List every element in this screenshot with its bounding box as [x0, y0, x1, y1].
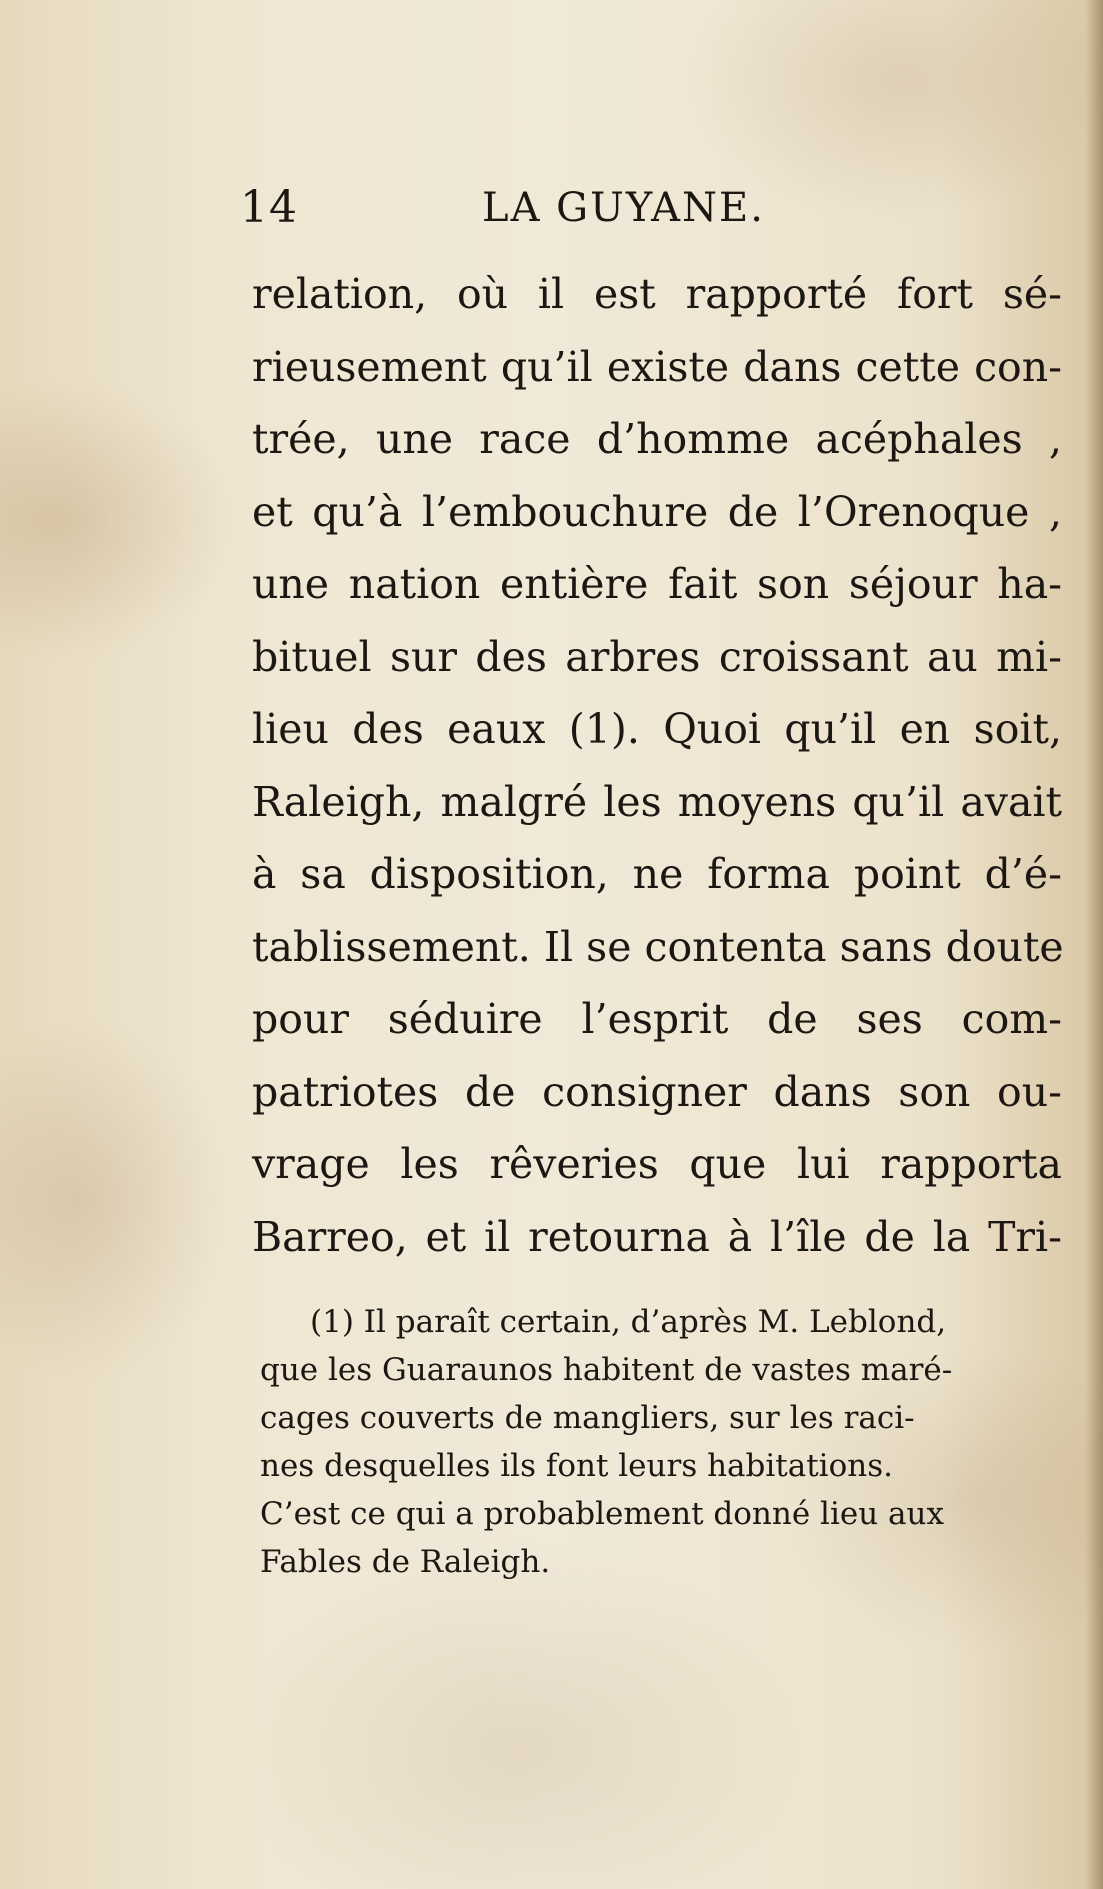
page-number: 14	[240, 182, 298, 233]
text-line: Barreo, et il retourna à l’île de la Tri-	[252, 1212, 1062, 1261]
page-header	[240, 178, 800, 238]
footnote-line: nes desquelles ils font leurs habitations.	[260, 1448, 893, 1484]
running-title: LA GUYANE.	[482, 185, 765, 231]
footnote-line: que les Guaraunos habitent de vastes maré-	[260, 1352, 953, 1388]
text-line: vrage les rêveries que lui rapporta	[252, 1140, 1062, 1188]
text-line: rieusement qu’il existe dans cette con-	[252, 342, 1062, 391]
footnote-line: C’est ce qui a probablement donné lieu aux	[260, 1496, 944, 1532]
footnote-line: cages couverts de mangliers, sur les raci-	[260, 1400, 915, 1436]
main-text	[252, 258, 1062, 1273]
footnote	[260, 1298, 1060, 1586]
footnote-line: Fables de Raleigh.	[260, 1544, 551, 1580]
footnote-line: (1) Il paraît certain, d’après M. Leblond,	[310, 1304, 947, 1340]
page-edge-shadow	[1085, 0, 1103, 1889]
text-line: relation, où il est rapporté fort sé-	[252, 270, 1062, 318]
text-line: bituel sur des arbres croissant au mi-	[252, 632, 1062, 681]
text-line: à sa disposition, ne forma point d’é-	[252, 850, 1062, 898]
text-line: Raleigh, malgré les moyens qu’il avait	[252, 777, 1062, 826]
text-line: trée, une race d’homme acéphales ,	[252, 415, 1062, 463]
text-line: et qu’à l’embouchure de l’Orenoque ,	[252, 487, 1062, 536]
text-line: patriotes de consigner dans son ou-	[252, 1067, 1062, 1116]
text-line: tablissement. Il se contenta sans doute	[252, 922, 1064, 971]
text-line: lieu des eaux (1). Quoi qu’il en soit,	[252, 705, 1062, 753]
text-line: une nation entière fait son séjour ha-	[252, 560, 1062, 608]
text-line: pour séduire l’esprit de ses com-	[252, 995, 1062, 1043]
